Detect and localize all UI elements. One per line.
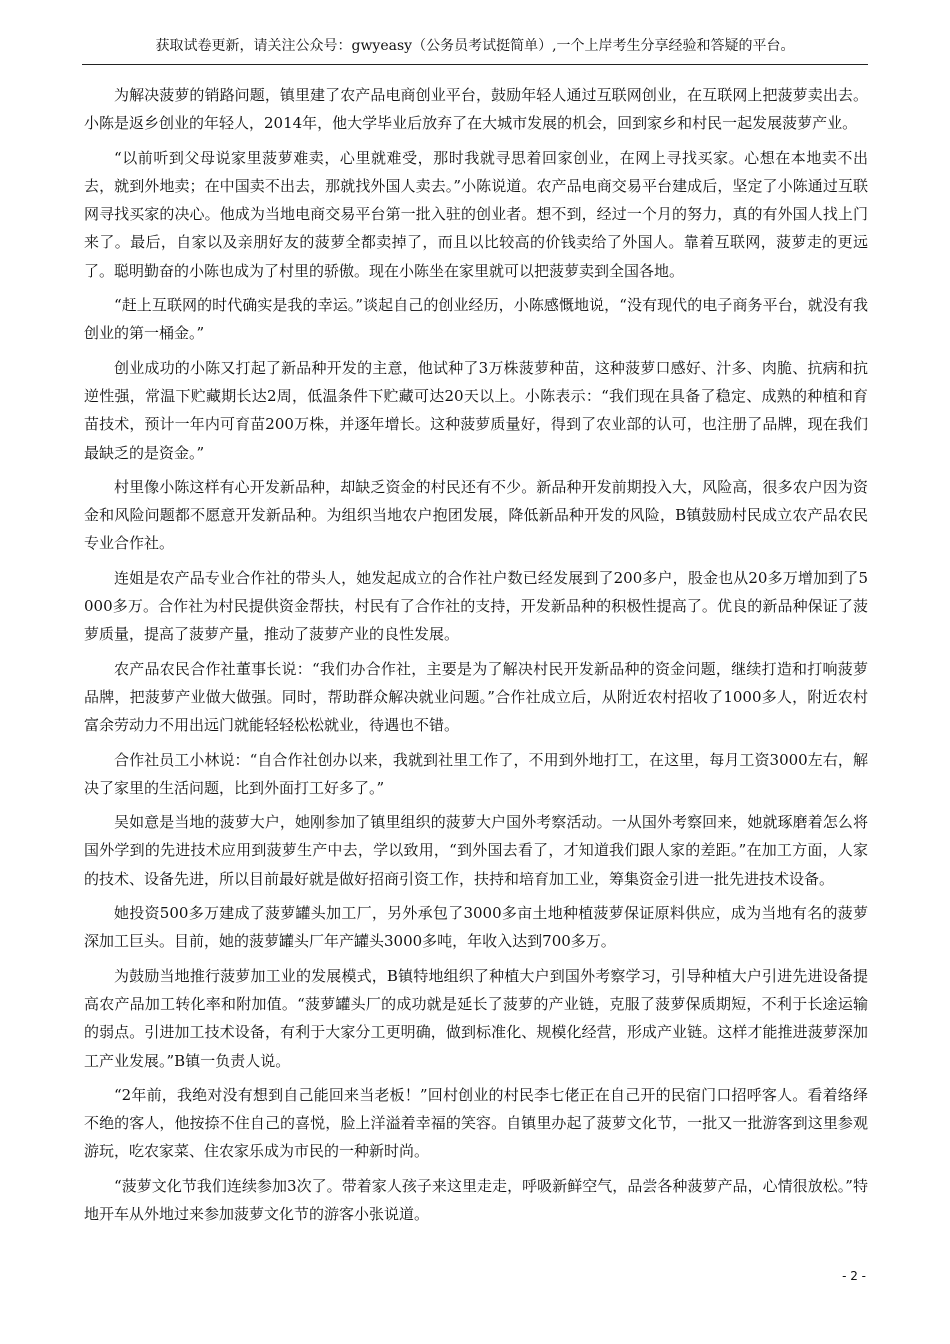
paragraph: 连姐是农产品专业合作社的带头人，她发起成立的合作社户数已经发展到了200多户，股金也从20多万增加到了5000多万。合作社为村民提供资金帮扶，村民有了合作社的支持，开发新品种的积极性提高了。优良的新品种保证了菠萝质量，提高了菠萝产量，推动了菠萝产业的良性发展。 [84,568,868,644]
paragraph: 吴如意是当地的菠萝大户，她刚参加了镇里组织的菠萝大户国外考察活动。一从国外考察回来，她就琢磨着怎么将国外学到的先进技术应用到菠萝生产中去，学以致用，“到外国去看了，才知道我们跟人家的差距。”在加工方面，人家的技术、设备先进，所以目前最好就是做好招商引资工作，扶持和培育加工业，筹集资金引进一批先进技术设备。 [84,813,868,888]
paragraph: “2年前，我绝对没有想到自己能回来当老板！”回村创业的村民李七佬正在自己开的民宿门口招呼客人。看着络绎不绝的客人，他按捺不住自己的喜悦，脸上洋溢着幸福的笑容。自镇里办起了菠萝文化节，一批又一批游客到这里参观游玩，吃农家菜、住农家乐成为市民的一种新时尚。 [84,1085,868,1161]
paragraph: “菠萝文化节我们连续参加3次了。带着家人孩子来这里走走，呼吸新鲜空气，品尝各种菠萝产品，心情很放松。”特地开车从外地过来参加菠萝文化节的游客小张说道。 [84,1176,868,1223]
document-body [84,81,868,1234]
paragraph: 合作社员工小林说：“自合作社创办以来，我就到社里工作了，不用到外地打工，在这里，每月工资3000左右，解决了家里的生活问题，比到外面打工好多了。” [84,750,868,797]
paragraph: 创业成功的小陈又打起了新品种开发的主意，他试种了3万株菠萝种苗，这种菠萝口感好、汁多、肉脆、抗病和抗逆性强，常温下贮藏期长达2周，低温条件下贮藏可达20天以上。小陈表示：“我们现在具备了稳定、成熟的种植和育苗技术，预计一年内可育苗200万株，并逐年增长。这种菠萝质量好，得到了农业部的认可，也注册了品牌，现在我们最缺乏的是资金。” [84,358,868,462]
paragraph: 为解决菠萝的销路问题，镇里建了农产品电商创业平台，鼓励年轻人通过互联网创业，在互联网上把菠萝卖出去。小陈是返乡创业的年轻人，2014年，他大学毕业后放弃了在大城市发展的机会，回到家乡和村民一起发展菠萝产业。 [84,86,868,133]
paragraph: 村里像小陈这样有心开发新品种，却缺乏资金的村民还有不少。新品种开发前期投入大，风险高，很多农户因为资金和风险问题都不愿意开发新品种。为组织当地农户抱团发展，降低新品种开发的风险，B镇鼓励村民成立农产品农民专业合作社。 [84,477,868,553]
paragraph: “以前听到父母说家里菠萝难卖，心里就难受，那时我就寻思着回家创业，在网上寻找买家。心想在本地卖不出去，就到外地卖；在中国卖不出去，那就找外国人卖去。”小陈说道。农产品电商交易平台建成后，坚定了小陈通过互联网寻找买家的决心。他成为当地电商交易平台第一批入驻的创业者。想不到，经过一个月的努力，真的有外国人找上门来了。最后，自家以及亲朋好友的菠萝全都卖掉了，而且以比较高的价钱卖给了外国人。靠着互联网，菠萝走的更远了。聪明勤奋的小陈也成为了村里的骄傲。现在小陈坐在家里就可以把菠萝卖到全国各地。 [84,148,868,280]
paragraph: 她投资500多万建成了菠萝罐头加工厂，另外承包了3000多亩土地种植菠萝保证原料供应，成为当地有名的菠萝深加工巨头。目前，她的菠萝罐头厂年产罐头3000多吨，年收入达到700多万。 [84,904,868,951]
page-header: 获取试卷更新，请关注公众号：gwyeasy（公务员考试挺简单）,一个上岸考生分享经验和答疑的平台。 [155,38,795,54]
header-divider [82,64,868,65]
page-number: - 2 - [842,1269,866,1283]
paragraph: 农产品农民合作社董事长说：“我们办合作社，主要是为了解决村民开发新品种的资金问题，继续打造和打响菠萝品牌，把菠萝产业做大做强。同时，帮助群众解决就业问题。”合作社成立后，从附近农村招收了1000多人，附近农村富余劳动力不用出远门就能轻轻松松就业，待遇也不错。 [84,659,868,735]
paragraph: “赶上互联网的时代确实是我的幸运。”谈起自己的创业经历，小陈感慨地说，“没有现代的电子商务平台，就没有我创业的第一桶金。” [84,296,868,343]
paragraph: 为鼓励当地推行菠萝加工业的发展模式，B镇特地组织了种植大户到国外考察学习，引导种植大户引进先进设备提高农产品加工转化率和附加值。“菠萝罐头厂的成功就是延长了菠萝的产业链，克服了菠萝保质期短，不利于长途运输的弱点。引进加工技术设备，有利于大家分工更明确，做到标准化、规模化经营，形成产业链。这样才能推进菠萝深加工产业发展。”B镇一负责人说。 [84,966,868,1070]
